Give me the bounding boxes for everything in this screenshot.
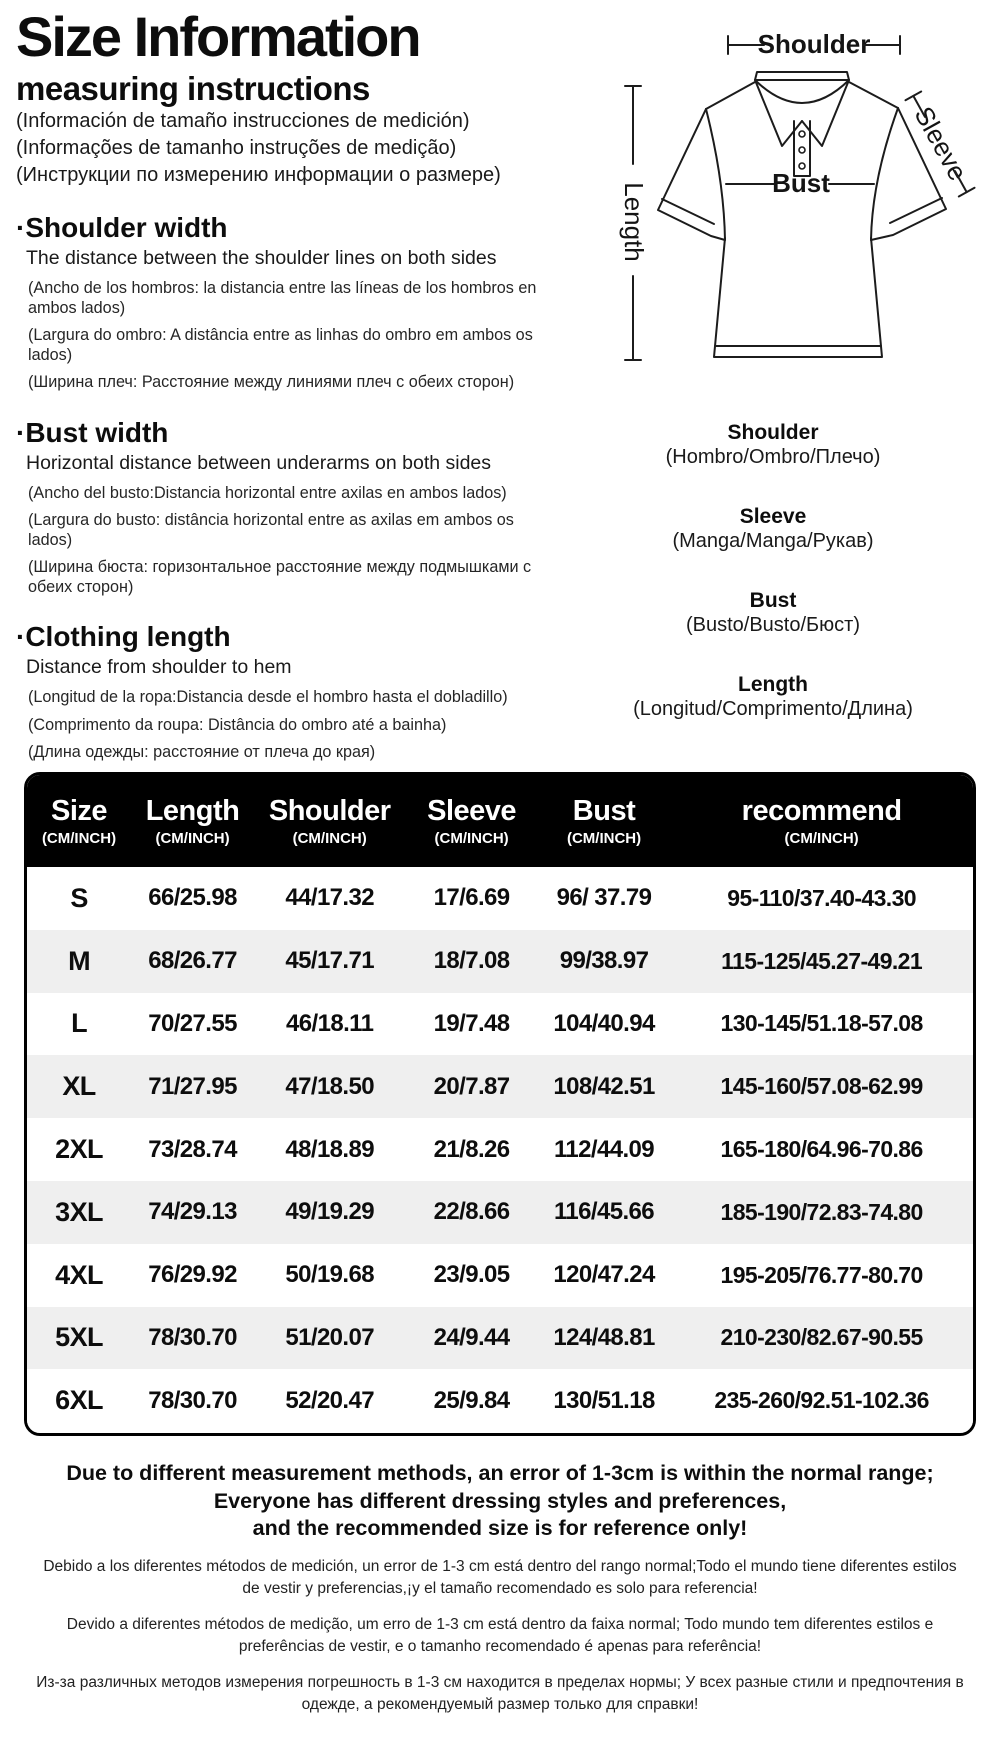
column-unit: (CM/INCH) bbox=[41, 830, 117, 847]
table-cell: 68/26.77 bbox=[148, 947, 237, 975]
table-cell: 195-205/76.77-80.70 bbox=[720, 1261, 923, 1288]
size-label: S bbox=[70, 882, 88, 913]
table-cell: 96/ 37.79 bbox=[556, 884, 652, 912]
table-cell: 71/27.95 bbox=[148, 1072, 237, 1100]
disclaimer-portuguese: Devido a diferentes métodos de medição, um erro de 1-3 cm está dentro da faixa normal; Todo mundo tem diferentes estilos e preferências de vestir, e o tamanho recomendado é apenas para referência! bbox=[66, 1615, 934, 1655]
table-row bbox=[27, 1244, 973, 1307]
table-row bbox=[27, 1181, 973, 1244]
legend-entry-sleeve bbox=[548, 504, 998, 554]
size-label: XL bbox=[62, 1071, 96, 1102]
section-translation-pt: (Comprimento da roupa: Distância do ombro até a bainha) bbox=[28, 715, 447, 734]
table-cell: 112/44.09 bbox=[554, 1135, 655, 1163]
column-unit: (CM/INCH) bbox=[434, 830, 509, 847]
legend-name: Bust bbox=[749, 589, 797, 612]
section-translation-es: (Ancho de los hombros: la distancia entre las líneas de los hombros en ambos lados) bbox=[28, 279, 537, 317]
column-title: Length bbox=[145, 795, 240, 827]
measurement-legend bbox=[548, 420, 998, 722]
section-translation-ru: (Длина одежды: расстояние от плеча до края) bbox=[28, 743, 376, 762]
size-label: M bbox=[68, 945, 90, 976]
table-row bbox=[27, 993, 973, 1056]
section-heading: ·Shoulder width bbox=[16, 212, 228, 244]
section-description: The distance between the shoulder lines on both sides bbox=[26, 247, 497, 270]
table-cell: 130-145/51.18-57.08 bbox=[720, 1010, 923, 1037]
section-shoulder-width bbox=[16, 212, 543, 393]
table-cell: 124/48.81 bbox=[553, 1323, 655, 1351]
table-cell: 185-190/72.83-74.80 bbox=[720, 1198, 923, 1225]
column-header-size bbox=[27, 795, 131, 849]
table-cell: 51/20.07 bbox=[285, 1323, 374, 1351]
table-cell: 25/9.84 bbox=[433, 1386, 510, 1414]
section-heading: ·Bust width bbox=[16, 416, 169, 448]
size-table bbox=[24, 772, 976, 1436]
column-title: recommend bbox=[741, 795, 902, 827]
legend-name: Length bbox=[738, 673, 808, 696]
size-label: L bbox=[71, 1008, 87, 1039]
page-subtitle: measuring instructions bbox=[16, 69, 370, 107]
size-label: 2XL bbox=[55, 1134, 103, 1165]
shoulder-dimension-line bbox=[728, 29, 900, 59]
table-cell: 115-125/45.27-49.21 bbox=[721, 947, 923, 974]
disclaimer-spanish: Debido a los diferentes métodos de medición, un error de 1-3 cm está dentro del rango normal;Todo el mundo tiene diferentes estilos de vestir y preferencias,¡y el tamaño recomendado es solo para referencia! bbox=[43, 1557, 957, 1597]
size-label: 5XL bbox=[55, 1322, 103, 1353]
table-cell: 20/7.87 bbox=[433, 1072, 510, 1100]
size-table-body bbox=[27, 867, 973, 1432]
length-dimension-label: Length bbox=[619, 182, 649, 262]
table-cell: 116/45.66 bbox=[554, 1198, 655, 1226]
column-unit: (CM/INCH) bbox=[292, 830, 367, 847]
table-cell: 99/38.97 bbox=[559, 947, 649, 975]
column-title: Shoulder bbox=[268, 795, 391, 827]
table-cell: 66/25.98 bbox=[148, 884, 237, 912]
column-title: Size bbox=[51, 795, 108, 827]
legend-entry-bust bbox=[548, 588, 998, 638]
table-cell: 145-160/57.08-62.99 bbox=[720, 1073, 923, 1100]
table-row bbox=[27, 1118, 973, 1181]
table-cell: 45/17.71 bbox=[285, 947, 374, 975]
column-header-bust bbox=[538, 795, 670, 849]
table-cell: 78/30.70 bbox=[148, 1323, 237, 1351]
section-description: Horizontal distance between underarms on both sides bbox=[26, 451, 492, 474]
column-unit: (CM/INCH) bbox=[784, 830, 859, 847]
section-translation-pt: (Largura do ombro: A distância entre as linhas do ombro em ambos os lados) bbox=[28, 326, 533, 364]
disclaimer-english-line: Due to different measurement methods, an error of 1-3cm is within the normal range; bbox=[66, 1461, 934, 1485]
table-cell: 165-180/64.96-70.86 bbox=[720, 1136, 923, 1163]
disclaimer-english-line: Everyone has different dressing styles and preferences, bbox=[213, 1488, 787, 1513]
table-cell: 95-110/37.40-43.30 bbox=[727, 884, 916, 911]
column-header-length bbox=[131, 795, 254, 849]
sleeve-dimension-label: Sleeve bbox=[908, 101, 974, 186]
disclaimer-english-line: and the recommended size is for reference only! bbox=[252, 1516, 748, 1540]
table-cell: 24/9.44 bbox=[433, 1323, 510, 1351]
column-header-recommend bbox=[670, 795, 973, 849]
table-cell: 50/19.68 bbox=[285, 1261, 374, 1289]
table-cell: 73/28.74 bbox=[148, 1135, 237, 1163]
table-cell: 17/6.69 bbox=[433, 884, 510, 912]
legend-entry-length bbox=[548, 672, 998, 722]
section-translation-es: (Ancho del busto:Distancia horizontal entre axilas en ambos lados) bbox=[28, 483, 507, 502]
table-cell: 22/8.66 bbox=[433, 1198, 510, 1226]
shoulder-dimension-label: Shoulder bbox=[757, 29, 871, 59]
instructions-column bbox=[16, 6, 543, 763]
table-cell: 23/9.05 bbox=[433, 1261, 510, 1289]
table-cell: 76/29.92 bbox=[148, 1261, 237, 1289]
table-cell: 235-260/92.51-102.36 bbox=[714, 1387, 929, 1414]
section-translation-ru: (Ширина плеч: Расстояние между линиями плеч с обеих сторон) bbox=[28, 373, 515, 392]
table-cell: 18/7.08 bbox=[433, 947, 510, 975]
polo-shirt-diagram bbox=[548, 0, 998, 378]
column-title: Bust bbox=[572, 795, 636, 827]
legend-entry-shoulder bbox=[548, 420, 998, 470]
bust-line-label: Bust bbox=[772, 168, 830, 198]
legend-translation: (Longitud/Comprimento/Длина) bbox=[633, 698, 913, 720]
table-cell: 120/47.24 bbox=[553, 1261, 655, 1289]
diagram-column bbox=[548, 0, 998, 756]
legend-translation: (Busto/Busto/Бюст) bbox=[685, 614, 860, 636]
table-cell: 130/51.18 bbox=[553, 1386, 655, 1414]
column-header-sleeve bbox=[405, 795, 537, 849]
sleeve-dimension-line bbox=[901, 88, 981, 199]
section-translation-pt: (Largura do busto: distância horizontal entre as axilas em ambos os lados) bbox=[28, 511, 514, 549]
size-table-header bbox=[27, 775, 973, 867]
subtitle-translation-pt: (Informações de tamanho instruções de medição) bbox=[16, 137, 457, 160]
table-row bbox=[27, 1369, 973, 1432]
table-cell: 104/40.94 bbox=[553, 1009, 655, 1037]
table-row bbox=[27, 1055, 973, 1118]
table-cell: 78/30.70 bbox=[148, 1386, 237, 1414]
section-translation-ru: (Ширина бюста: горизонтальное расстояние между подмышками с обеих сторон) bbox=[28, 558, 532, 596]
legend-name: Sleeve bbox=[739, 505, 807, 528]
table-cell: 47/18.50 bbox=[285, 1072, 374, 1100]
section-bust-width bbox=[16, 417, 543, 598]
column-header-shoulder bbox=[254, 795, 405, 849]
table-cell: 44/17.32 bbox=[285, 884, 374, 912]
table-cell: 19/7.48 bbox=[433, 1009, 510, 1037]
table-cell: 52/20.47 bbox=[285, 1386, 374, 1414]
subtitle-translation-ru: (Инструкции по измерению информации о размере) bbox=[16, 164, 501, 187]
section-clothing-length bbox=[16, 621, 543, 763]
table-cell: 46/18.11 bbox=[286, 1009, 374, 1037]
column-unit: (CM/INCH) bbox=[566, 830, 642, 847]
size-label: 6XL bbox=[55, 1385, 103, 1416]
table-cell: 49/19.29 bbox=[285, 1198, 374, 1226]
length-dimension-line bbox=[619, 86, 649, 360]
table-cell: 210-230/82.67-90.55 bbox=[720, 1324, 923, 1351]
disclaimer-russian: Из-за различных методов измерения погрешность в 1-3 см находится в пределах нормы; У всех разные стили и предпочтения в одежде, а рекомендуемый размер только для справки! bbox=[36, 1673, 964, 1713]
size-label: 3XL bbox=[55, 1196, 103, 1227]
legend-translation: (Hombro/Ombro/Плечо) bbox=[665, 446, 881, 468]
column-unit: (CM/INCH) bbox=[155, 830, 230, 847]
section-heading: ·Clothing length bbox=[16, 621, 231, 653]
polo-shirt-drawing bbox=[658, 72, 946, 357]
page-title: Size Information bbox=[16, 5, 420, 68]
section-description: Distance from shoulder to hem bbox=[26, 656, 292, 679]
subtitle-translation-es: (Información de tamaño instrucciones de medición) bbox=[16, 110, 470, 133]
legend-name: Shoulder bbox=[727, 421, 819, 444]
column-title: Sleeve bbox=[427, 795, 517, 827]
table-cell: 48/18.89 bbox=[285, 1135, 374, 1163]
table-cell: 74/29.13 bbox=[148, 1198, 237, 1226]
table-row bbox=[27, 930, 973, 993]
table-cell: 70/27.55 bbox=[148, 1009, 237, 1037]
legend-translation: (Manga/Manga/Рукав) bbox=[672, 530, 874, 552]
table-cell: 108/42.51 bbox=[553, 1072, 655, 1100]
size-label: 4XL bbox=[55, 1259, 103, 1290]
table-cell: 21/8.26 bbox=[433, 1135, 510, 1163]
table-row bbox=[27, 1307, 973, 1370]
table-row bbox=[27, 867, 973, 930]
section-translation-es: (Longitud de la ropa:Distancia desde el hombro hasta el dobladillo) bbox=[28, 688, 508, 707]
disclaimer-block bbox=[0, 1460, 1000, 1717]
